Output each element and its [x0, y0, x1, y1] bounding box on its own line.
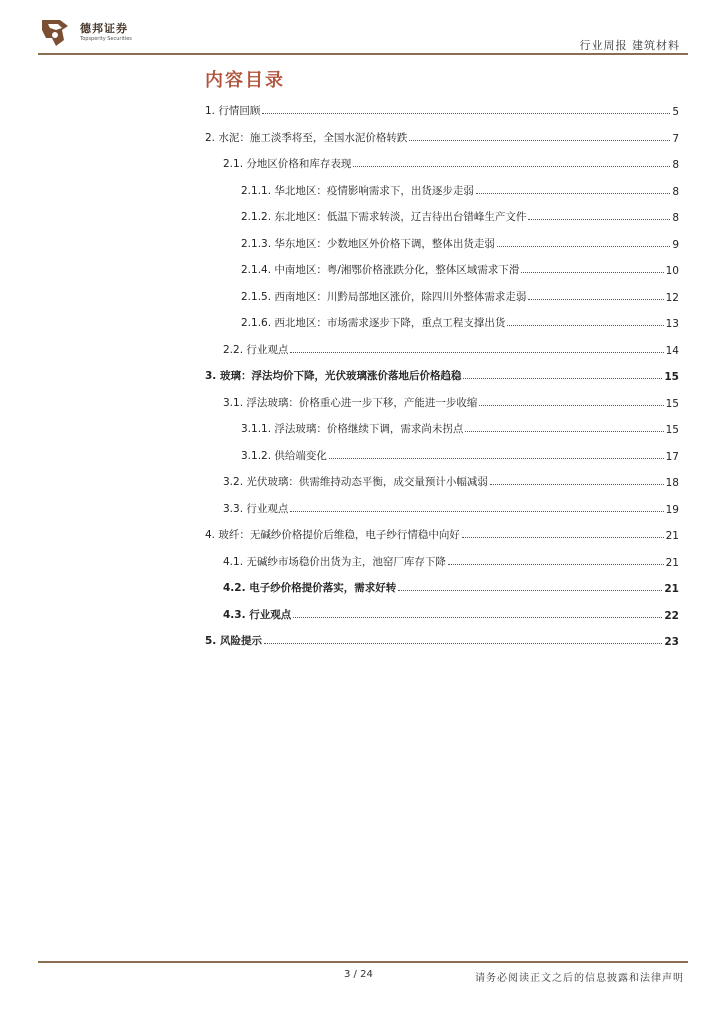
toc-leader-dots [293, 617, 662, 618]
toc-entry-page: 14 [665, 344, 679, 357]
toc-entry[interactable] [241, 420, 679, 436]
toc-entry-page: 15 [664, 371, 679, 383]
toc-leader-dots [476, 193, 670, 194]
toc-leader-dots [262, 113, 670, 114]
logo-text-en: Topsperity Securities [80, 36, 132, 42]
toc-entry-page: 15 [665, 424, 679, 436]
toc-entry-page: 8 [672, 212, 679, 224]
toc-entry[interactable] [223, 155, 679, 171]
toc-entry[interactable] [205, 526, 679, 542]
toc-entry-label: 3.1.2. 供给端变化 [241, 449, 327, 462]
toc-entry[interactable] [223, 553, 679, 569]
toc-entry-page: 10 [665, 265, 679, 277]
toc-title: 内容目录 [205, 70, 285, 91]
toc-leader-dots [462, 537, 664, 538]
disclaimer: 请务必阅读正文之后的信息披露和法律声明 [475, 973, 684, 984]
toc-entry[interactable] [223, 394, 679, 410]
toc-entry-label: 3.1.1. 浮法玻璃：价格继续下调，需求尚未拐点 [241, 423, 464, 435]
toc-leader-dots [398, 590, 662, 591]
toc-entry[interactable] [241, 447, 679, 463]
toc-entry-page: 8 [672, 185, 679, 198]
toc-entry[interactable] [223, 473, 679, 489]
toc-entry[interactable] [223, 341, 679, 357]
toc-leader-dots [490, 484, 664, 485]
toc-entry-label: 2.1.4. 中南地区：粤/湘鄂价格涨跌分化，整体区域需求下滑 [241, 264, 520, 276]
toc-entry-page: 23 [664, 636, 679, 648]
toc-entry-label: 2.1.2. 东北地区：低温下需求转淡，辽吉待出台错峰生产文件 [241, 211, 527, 223]
toc-entry-page: 17 [665, 450, 679, 463]
toc-leader-dots [448, 564, 664, 565]
toc-entry-label: 2. 水泥：施工淡季将至，全国水泥价格转跌 [205, 131, 408, 144]
page-number: 3 / 24 [344, 969, 373, 980]
report-type-label: 行业周报 建筑材料 [579, 39, 680, 52]
toc-entry[interactable] [205, 632, 679, 648]
toc-leader-dots [507, 325, 663, 326]
toc-entry[interactable] [241, 208, 679, 224]
toc-leader-dots [521, 272, 663, 273]
footer-divider [38, 961, 688, 963]
toc-entry-label: 3. 玻璃：浮法均价下降，光伏玻璃涨价落地后价格趋稳 [205, 370, 462, 382]
toc-entry[interactable] [241, 261, 679, 277]
toc-entry[interactable] [223, 606, 679, 622]
toc-leader-dots [290, 511, 663, 512]
toc-entry-page: 13 [665, 318, 679, 330]
toc-entry-label: 2.1. 分地区价格和库存表现 [223, 158, 352, 170]
toc-entry-page: 19 [665, 503, 679, 516]
toc-leader-dots [497, 246, 670, 247]
toc-entry-label: 1. 行情回顾 [205, 105, 261, 117]
toc-entry[interactable] [205, 102, 679, 118]
toc-leader-dots [479, 405, 663, 406]
toc-leader-dots [264, 643, 662, 644]
toc-entry-label: 2.1.6. 西北地区：市场需求逐步下降，重点工程支撑出货 [241, 317, 506, 329]
toc-leader-dots [528, 299, 663, 300]
toc-entry[interactable] [241, 314, 679, 330]
toc-entry-page: 12 [665, 291, 679, 304]
toc-entry-page: 21 [665, 530, 679, 542]
toc-entry-page: 8 [672, 159, 679, 171]
toc-entry[interactable] [241, 182, 679, 198]
toc-entry-label: 4.2. 电子纱价格提价落实，需求好转 [223, 582, 397, 594]
toc-entry-page: 5 [672, 106, 679, 118]
toc-entry-label: 3.1. 浮法玻璃：价格重心进一步下移，产能进一步收缩 [223, 396, 478, 409]
toc-entry-page: 21 [664, 583, 679, 595]
toc-entry[interactable] [205, 367, 679, 383]
company-logo [38, 16, 158, 50]
toc-leader-dots [463, 378, 662, 379]
toc-entry-label: 2.1.3. 华东地区：少数地区外价格下调，整体出货走弱 [241, 237, 495, 250]
toc-entry-label: 4. 玻纤：无碱纱价格提价后维稳，电子纱行情稳中向好 [205, 529, 460, 541]
toc-entry[interactable] [241, 235, 679, 251]
toc-entry-page: 9 [672, 238, 679, 251]
toc-entry-label: 4.1. 无碱纱市场稳价出货为主，池窑厂库存下降 [223, 555, 446, 568]
toc-entry-label: 3.3. 行业观点 [223, 502, 289, 515]
toc-entry[interactable] [223, 579, 679, 595]
toc-leader-dots [329, 458, 664, 459]
toc-entry-page: 7 [672, 132, 679, 145]
toc-entry[interactable] [205, 129, 679, 145]
toc-entry-page: 22 [664, 609, 679, 622]
toc-entry-label: 3.2. 光伏玻璃：供需维持动态平衡，成交量预计小幅减弱 [223, 476, 488, 488]
header-divider [38, 53, 688, 55]
toc-leader-dots [528, 219, 670, 220]
toc-entry-page: 18 [665, 477, 679, 489]
toc-leader-dots [409, 140, 670, 141]
toc-entry-label: 4.3. 行业观点 [223, 608, 292, 621]
toc-entry-label: 2.1.5. 西南地区：川黔局部地区涨价，除四川外整体需求走弱 [241, 290, 527, 303]
toc-leader-dots [353, 166, 670, 167]
toc-entry-page: 21 [665, 556, 679, 569]
toc-entry-label: 2.1.1. 华北地区：疫情影响需求下，出货逐步走弱 [241, 184, 474, 197]
toc-leader-dots [290, 352, 663, 353]
toc-entry-label: 2.2. 行业观点 [223, 343, 289, 356]
toc-entry[interactable] [223, 500, 679, 516]
toc-entry-label: 5. 风险提示 [205, 635, 262, 647]
logo-emblem-icon [38, 16, 76, 48]
logo-text-cn: 德邦证券 [80, 22, 128, 35]
toc-leader-dots [465, 431, 663, 432]
toc-entry[interactable] [241, 288, 679, 304]
toc-entry-page: 15 [665, 397, 679, 410]
